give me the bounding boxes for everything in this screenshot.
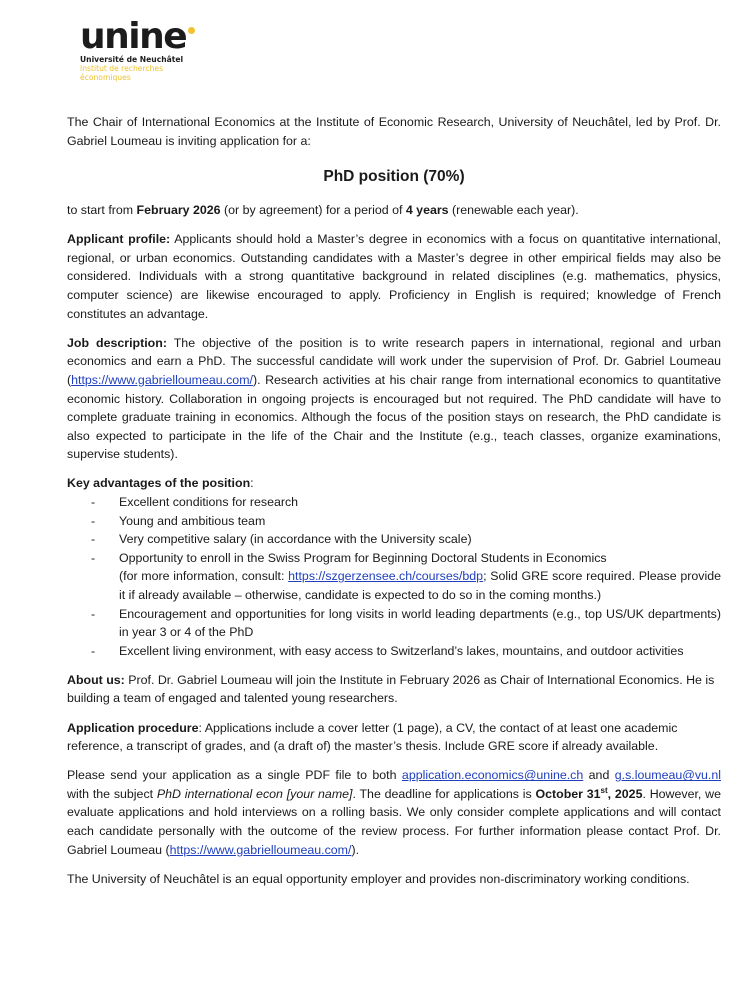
- bullet-dash-icon: -: [91, 643, 96, 658]
- email-link-application[interactable]: application.economics@unine.ch: [401, 768, 584, 783]
- job-posting: [67, 113, 721, 899]
- bullet-dash-icon: -: [91, 513, 96, 528]
- bullet-dash-icon: -: [91, 550, 96, 565]
- list-item: - Very competitive salary (in accordance with the University scale): [67, 530, 721, 549]
- job-description-paragraph: Job description: The objective of the position is to write research papers in international, regional and urban economics and earn a PhD. The successful candidate will work under the supervision of Prof. Dr. Gabriel Loumeau (https://www.gabrielloumeau.com/). Research activities at his chair range from international economics to quantitative economic history. Collaboration in ongoing projects is encouraged but not required. The PhD candidate will have to complete graduate training in economics. Although the focus of the position stays on research, the PhD candidate is also expected to participate in the life of the Chair and the Institute (e.g., teach classes, organize examinations, supervise students).: [67, 335, 721, 462]
- bullet-dash-icon: -: [91, 495, 96, 509]
- email-subject: PhD international econ [your name]: [156, 786, 353, 801]
- applicant-profile-paragraph: Applicant profile: Applicants should hold a Master’s degree in economics with a focus on quantitative international, regional, or urban economics. Outstanding candidates with a Master’s degree in other empirical fields may also be considered. Individuals with a strong quantitative background in related disciplines (e.g. mathematics, physics, computer science) are likewise encouraged to apply. Proficiency in English is required; knowledge of French constitutes an advantage.: [67, 232, 721, 321]
- list-item: - Excellent conditions for research: [67, 493, 721, 512]
- bullet-dash-icon: -: [91, 606, 96, 621]
- application-procedure-paragraph: Application procedure: Applications include a cover letter (1 page), a CV, the contact of at least one academic reference, a transcript of grades, and (a draft of) the master’s thesis. Include GRE score if already available.: [67, 720, 678, 754]
- application-procedure-label: Application procedure: [67, 720, 199, 735]
- list-item: - Young and ambitious team: [67, 512, 721, 531]
- list-item: - Encouragement and opportunities for long visits in world leading departments (e.g., top US/UK departments) in year 3 or 4 of the PhD: [91, 606, 721, 640]
- list-item: - Excellent living environment, with easy access to Switzerland’s lakes, mountains, and outdoor activities: [67, 642, 721, 661]
- logo-wordmark: unine: [80, 22, 186, 52]
- about-us-label: About us:: [67, 672, 125, 687]
- email-link-loumeau[interactable]: g.s.loumeau@vu.nl: [614, 768, 722, 783]
- start-paragraph: to start from February 2026 (or by agreement) for a period of 4 years (renewable each year).: [67, 203, 579, 218]
- list-item: - Opportunity to enroll in the Swiss Program for Beginning Doctoral Students in Economics (for more information, consult: https://szgerzensee.ch/courses/bdp; Solid GRE score required. Please provide it if already available – otherwise, candidate is expected to do so in the coming months.): [91, 550, 721, 602]
- deadline: October 31st, 2025: [535, 785, 643, 801]
- logo-dot-icon: [188, 27, 195, 34]
- applicant-profile-label: Applicant profile:: [67, 232, 171, 247]
- intro-paragraph: The Chair of International Economics at the Institute of Economic Research, University of Neuchâtel, led by Prof. Dr. Gabriel Loumeau is inviting application for a:: [67, 115, 721, 148]
- logo-institute-line1: Institut de recherches: [80, 64, 164, 73]
- equal-opportunity-paragraph: The University of Neuchâtel is an equal opportunity employer and provides non-discriminatory working conditions.: [67, 871, 690, 886]
- send-application-paragraph: Please send your application as a single PDF file to both application.economics@unine.ch and g.s.loumeau@vu.nl with the subject PhD international econ [your name]. The deadline for applications is October 31st, 2025. However, we evaluate applications and hold interviews on a rolling basis. We only consider complete applications and will contact each candidate personally with the outcome of the review process. For further information please contact Prof. Dr. Gabriel Loumeau (https://www.gabrielloumeau.com/).: [67, 768, 722, 857]
- start-date: February 2026: [136, 203, 221, 218]
- job-description-label: Job description:: [67, 335, 167, 350]
- homepage-link[interactable]: https://www.gabrielloumeau.com/: [71, 372, 253, 387]
- homepage-link[interactable]: https://www.gabrielloumeau.com/: [169, 842, 352, 857]
- advantages-list: [67, 493, 721, 660]
- bullet-dash-icon: -: [91, 532, 96, 547]
- page-title: PhD position (70%): [323, 168, 465, 186]
- university-logo: [80, 16, 240, 82]
- about-us-paragraph: About us: Prof. Dr. Gabriel Loumeau will join the Institute in February 2026 as Chair of International Economics. He is building a team of engaged and talented young researchers.: [67, 672, 715, 706]
- logo-institute-line2: économiques: [80, 73, 131, 82]
- duration: 4 years: [405, 203, 449, 218]
- logo-university-name: Université de Neuchâtel: [80, 55, 184, 64]
- advantages-heading: Key advantages of the position:: [67, 476, 254, 491]
- program-link[interactable]: https://szgerzensee.ch/courses/bdp: [288, 569, 484, 584]
